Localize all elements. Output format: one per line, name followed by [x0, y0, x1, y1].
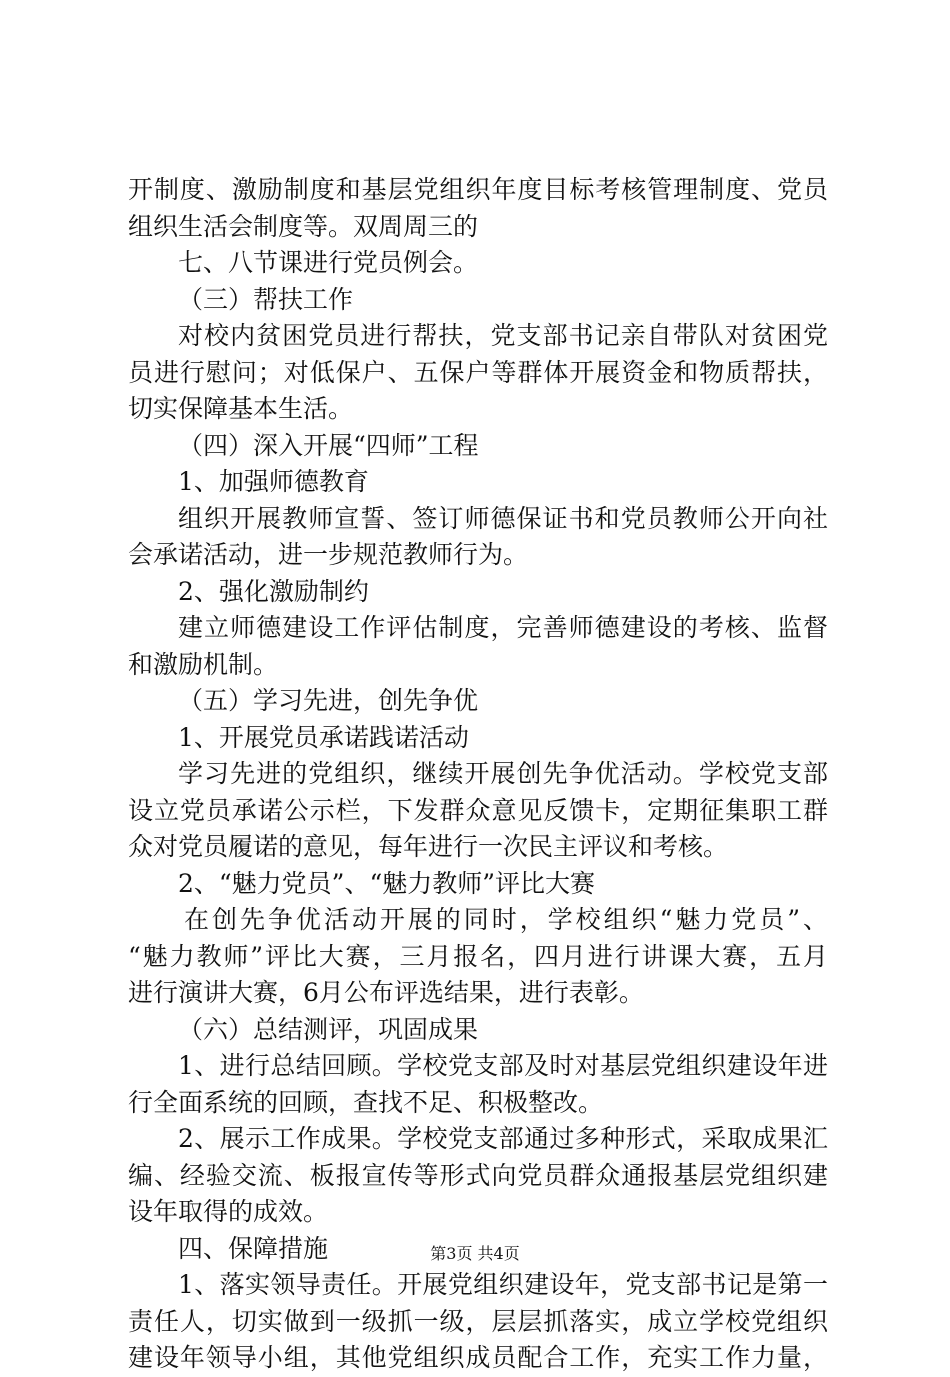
- text-line: 学习先进的党组织，继续开展创先争优活动。学校党支部: [178, 759, 828, 788]
- text-line: 进行演讲大赛，6月公布评选结果，进行表彰。: [128, 978, 644, 1007]
- text-line: 开制度、激励制度和基层党组织年度目标考核管理制度、党员: [128, 175, 828, 204]
- subsection-heading: 2、“魅力党员”、“魅力教师”评比大赛: [178, 868, 596, 898]
- page-number-footer: 第3页 共4页: [430, 1244, 520, 1263]
- text-line: 对校内贫困党员进行帮扶，党支部书记亲自带队对贫困党: [178, 321, 828, 350]
- text-line: 1、进行总结回顾。学校党支部及时对基层党组织建设年进: [178, 1051, 828, 1080]
- text-line: 组织生活会制度等。双周周三的: [128, 211, 479, 241]
- subsection-heading: 1、加强师德教育: [178, 467, 369, 496]
- text-line: 组织开展教师宣誓、签订师德保证书和党员教师公开向社: [178, 503, 828, 533]
- text-line: “魅力教师”评比大赛，三月报名，四月进行讲课大赛，五月: [128, 941, 828, 971]
- text-line: 建设年领导小组，其他党组织成员配合工作，充实工作力量，: [128, 1343, 828, 1372]
- section-heading: （三）帮扶工作: [178, 284, 354, 314]
- section-heading: （五）学习先进，创先争优: [178, 686, 479, 715]
- section-heading: （六）总结测评，巩固成果: [178, 1014, 479, 1044]
- text-line: 员进行慰问；对低保户、五保户等群体开展资金和物质帮扶，: [128, 357, 828, 387]
- text-line: 设立党员承诺公示栏，下发群众意见反馈卡，定期征集职工群: [128, 795, 828, 825]
- text-line: 1、落实领导责任。开展党组织建设年，党支部书记是第一: [178, 1270, 828, 1299]
- text-line: 设年取得的成效。: [128, 1197, 329, 1226]
- subsection-heading: 1、开展党员承诺践诺活动: [178, 722, 469, 752]
- text-line: 在创先争优活动开展的同时，学校组织“魅力党员”、: [184, 905, 828, 934]
- text-line: 和激励机制。: [128, 649, 279, 679]
- text-line: 2、展示工作成果。学校党支部通过多种形式，采取成果汇: [178, 1124, 828, 1153]
- text-line: 行全面系统的回顾，查找不足、积极整改。: [128, 1087, 604, 1117]
- text-line: 七、八节课进行党员例会。: [178, 248, 479, 277]
- text-line: 众对党员履诺的意见，每年进行一次民主评议和考核。: [128, 832, 729, 861]
- text-line: 责任人，切实做到一级抓一级，层层抓落实，成立学校党组织: [128, 1306, 828, 1336]
- text-line: 切实保障基本生活。: [128, 394, 354, 423]
- section-heading: （四）深入开展“四师”工程: [178, 430, 479, 460]
- document-body: [128, 172, 828, 1377]
- subsection-heading: 2、强化激励制约: [178, 576, 369, 606]
- section-heading: 四、保障措施: [178, 1233, 329, 1263]
- text-line: 编、经验交流、板报宣传等形式向党员群众通报基层党组织建: [128, 1160, 828, 1190]
- text-line: 会承诺活动，进一步规范教师行为。: [128, 540, 529, 569]
- text-line: 建立师德建设工作评估制度，完善师德建设的考核、监督: [178, 613, 828, 642]
